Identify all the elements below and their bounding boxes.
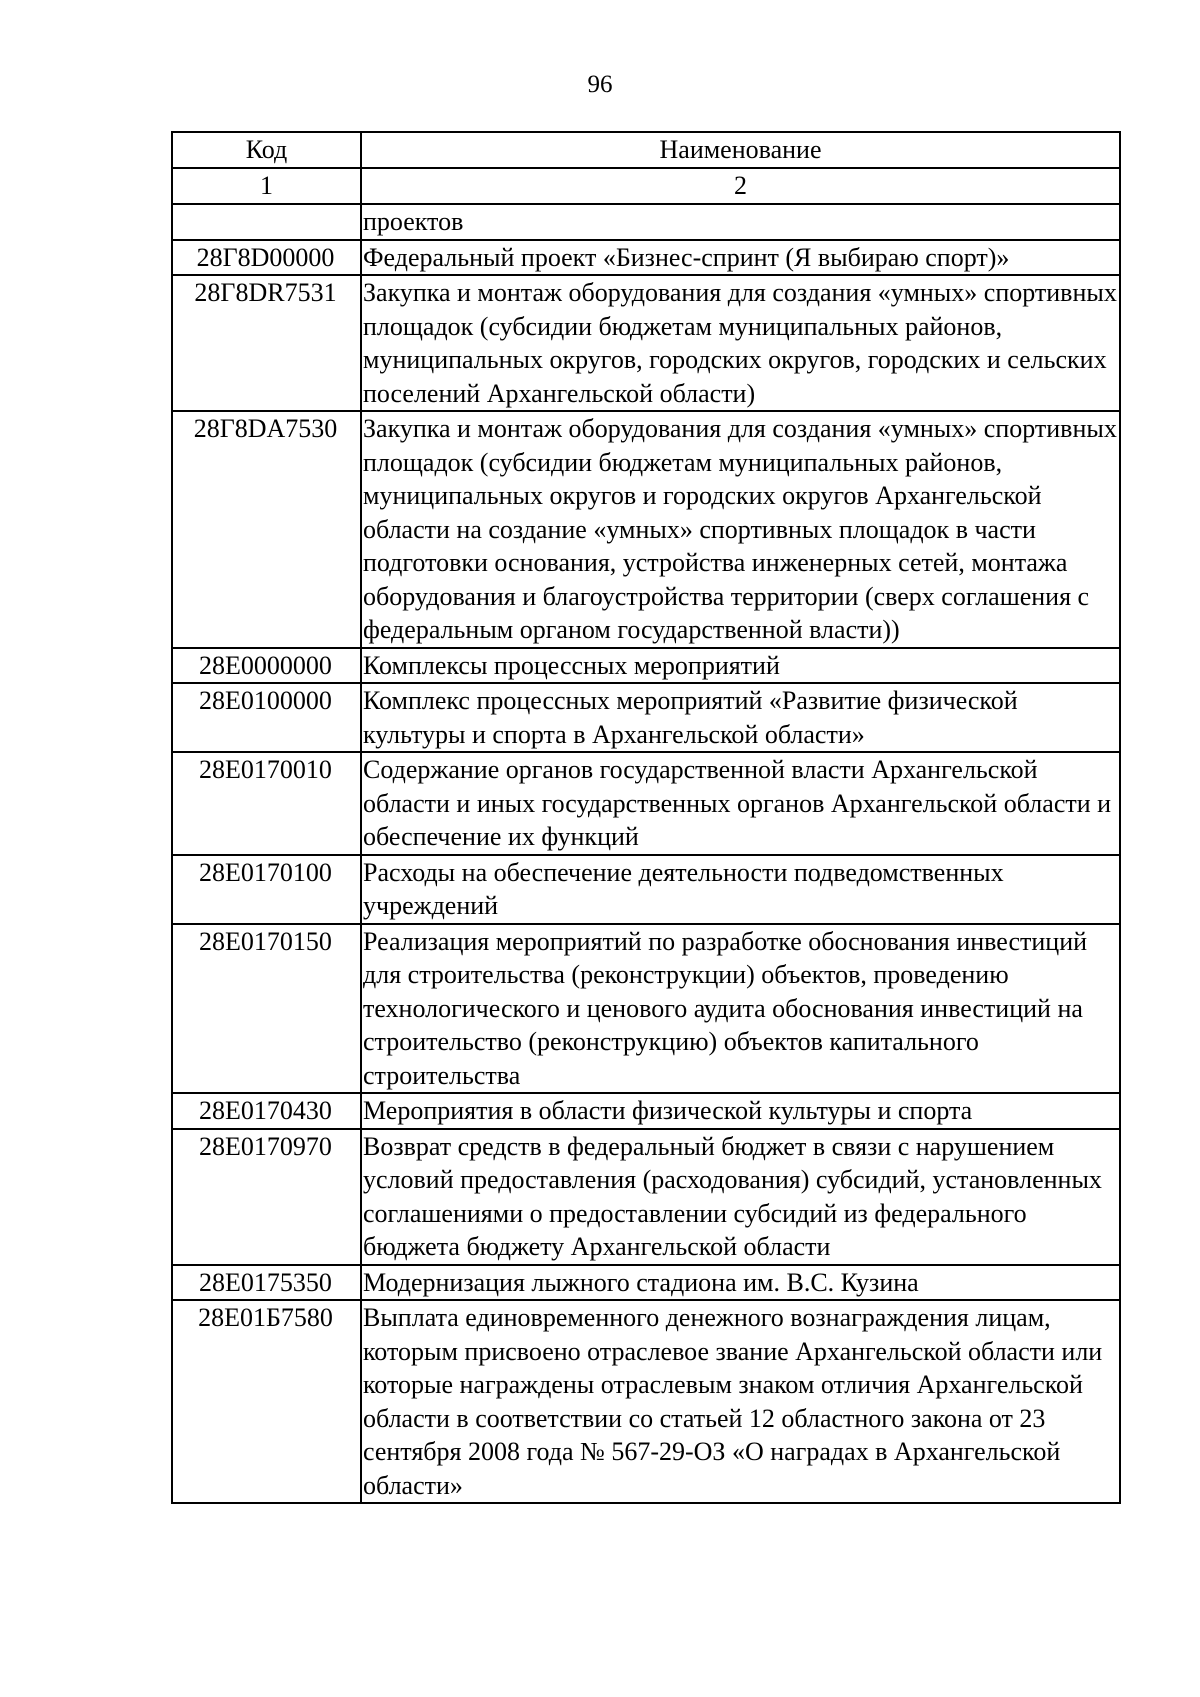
row-name: Закупка и монтаж оборудования для создания «умных» спортивных площадок (субсидии бюджетам муниципальных районов, муниципальных округов, городских округов, городских и сельских поселений Архангельской области) (361, 275, 1120, 411)
row-code: 28Г8DR7531 (172, 275, 361, 411)
row-code: 28Г8DA7530 (172, 411, 361, 648)
row-code: 28Е0170100 (172, 855, 361, 924)
row-code: 28Е0175350 (172, 1265, 361, 1301)
row-code (172, 204, 361, 240)
row-code: 28Г8D00000 (172, 240, 361, 276)
table-row (172, 1093, 1120, 1129)
table-row (172, 924, 1120, 1094)
table-row (172, 648, 1120, 684)
row-name: Реализация мероприятий по разработке обоснования инвестиций для строительства (реконструкции) объектов, проведению технологического и ценового аудита обоснования инвестиций на строительство (реконструкцию) объектов капитального строительства (361, 924, 1120, 1094)
table-row (172, 240, 1120, 276)
table-row (172, 1265, 1120, 1301)
row-code: 28Е0170970 (172, 1129, 361, 1265)
row-name: Комплексы процессных мероприятий (361, 648, 1120, 684)
table-row (172, 204, 1120, 240)
page-number: 96 (587, 71, 613, 98)
column-header-name: Наименование (361, 132, 1120, 168)
table-row (172, 411, 1120, 648)
column-number-row (172, 168, 1120, 204)
table-row (172, 1129, 1120, 1265)
row-code: 28Е01Б7580 (172, 1300, 361, 1503)
row-name: Комплекс процессных мероприятий «Развитие физической культуры и спорта в Архангельской области» (361, 683, 1120, 752)
row-name: Расходы на обеспечение деятельности подведомственных учреждений (361, 855, 1120, 924)
table-row (172, 275, 1120, 411)
column-number-1: 1 (172, 168, 361, 204)
table-row (172, 855, 1120, 924)
row-code: 28Е0100000 (172, 683, 361, 752)
table-header-row (172, 132, 1120, 168)
column-header-code: Код (172, 132, 361, 168)
column-number-2: 2 (361, 168, 1120, 204)
row-name: Закупка и монтаж оборудования для создания «умных» спортивных площадок (субсидии бюджетам муниципальных районов, муниципальных округов и городских округов Архангельской области на создание «умных» спортивных площадок в части подготовки основания, устройства инженерных сетей, монтажа оборудования и благоустройства территории (сверх соглашения с федеральным органом государственной власти)) (361, 411, 1120, 648)
table-row (172, 752, 1120, 855)
row-code: 28Е0170150 (172, 924, 361, 1094)
row-code: 28Е0000000 (172, 648, 361, 684)
row-name: Содержание органов государственной власти Архангельской области и иных государственных органов Архангельской области и обеспечение их функций (361, 752, 1120, 855)
row-name: Возврат средств в федеральный бюджет в связи с нарушением условий предоставления (расходования) субсидий, установленных соглашениями о предоставлении субсидий из федерального бюджета бюджету Архангельской области (361, 1129, 1120, 1265)
row-name: Выплата единовременного денежного вознаграждения лицам, которым присвоено отраслевое звание Архангельской области или которые награждены отраслевым знаком отличия Архангельской области в соответствии со статьей 12 областного закона от 23 сентября 2008 года № 567-29-ОЗ «О наградах в Архангельской области» (361, 1300, 1120, 1503)
row-code: 28Е0170010 (172, 752, 361, 855)
table-row (172, 1300, 1120, 1503)
row-name: проектов (361, 204, 1120, 240)
row-name: Модернизация лыжного стадиона им. В.С. Кузина (361, 1265, 1120, 1301)
row-name: Мероприятия в области физической культуры и спорта (361, 1093, 1120, 1129)
row-code: 28Е0170430 (172, 1093, 361, 1129)
row-name: Федеральный проект «Бизнес-спринт (Я выбираю спорт)» (361, 240, 1120, 276)
table-row (172, 683, 1120, 752)
budget-codes-table (171, 131, 1121, 1504)
